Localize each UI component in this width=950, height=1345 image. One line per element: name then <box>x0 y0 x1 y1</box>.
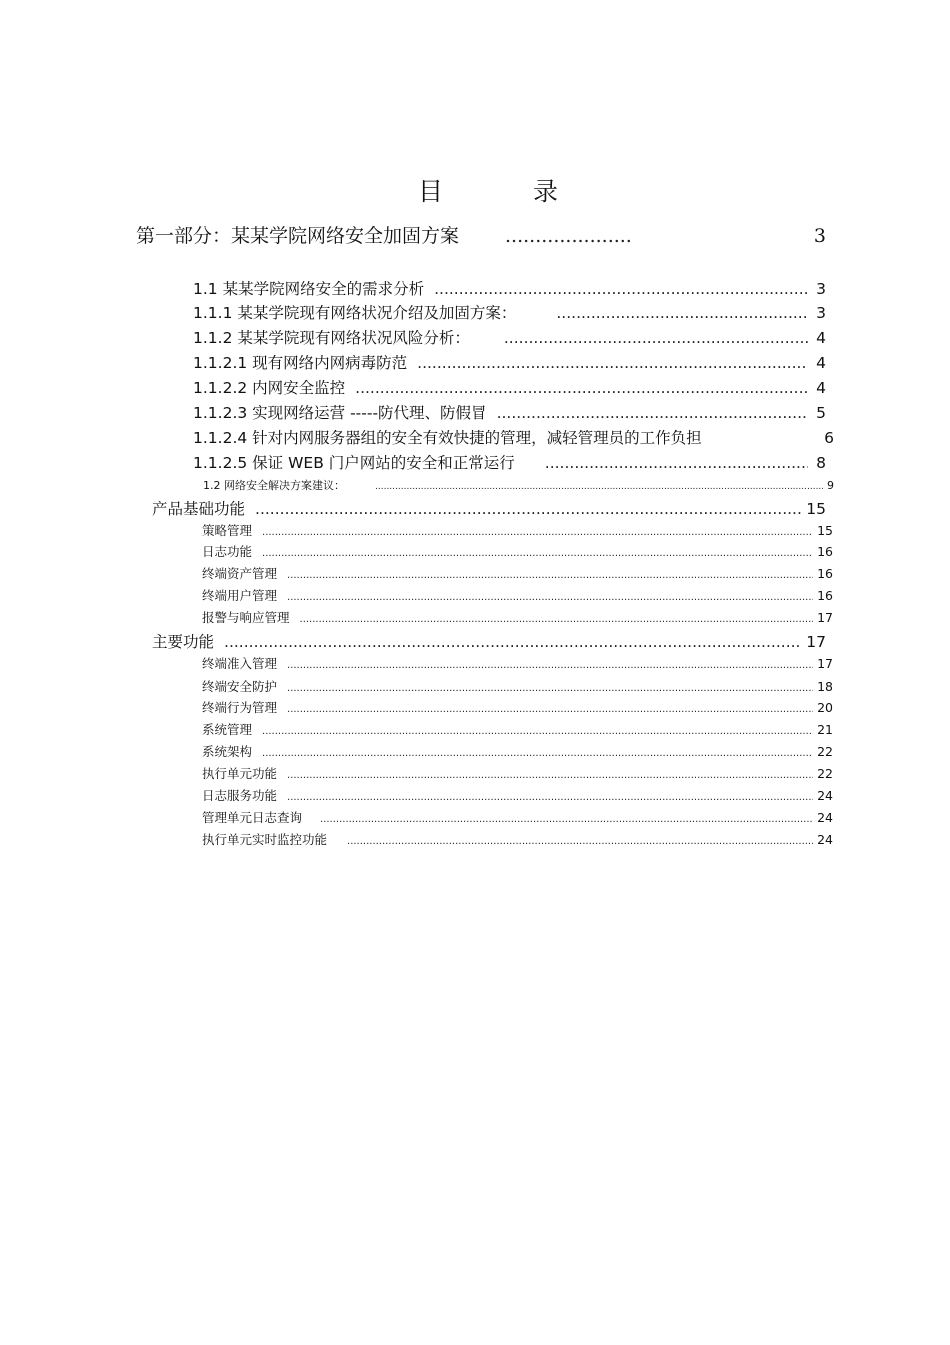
toc-leader-dots <box>355 379 808 397</box>
toc-leader-dots <box>545 454 808 472</box>
toc-entry-page: 4 <box>816 379 826 397</box>
toc-entry-label: 终端安全防护 <box>202 679 278 694</box>
toc-leader-dots <box>287 704 813 715</box>
toc-entry-page: 6 <box>824 429 834 447</box>
toc-sub-entry[interactable] <box>202 654 833 672</box>
toc-entry-page: 4 <box>816 329 826 347</box>
toc-entry-page: 16 <box>817 566 833 581</box>
toc-entry-label: 执行单元功能 <box>202 766 278 781</box>
toc-section-basic-functions[interactable] <box>152 497 826 519</box>
toc-entry-label: 1.1.2.5 保证 WEB 门户网站的安全和正常运行 <box>193 454 515 472</box>
toc-leader-dots <box>287 770 813 781</box>
toc-sub-entry[interactable] <box>202 608 833 626</box>
toc-entry-page: 16 <box>817 544 833 559</box>
toc-entry-page: 24 <box>817 832 833 847</box>
toc-entry-label: 1.1 某某学院网络安全的需求分析 <box>193 280 425 298</box>
toc-leader-dots <box>497 404 808 422</box>
toc-entry-label: 管理单元日志查询 <box>202 810 303 825</box>
toc-entry-1-1-2-5[interactable] <box>193 451 826 473</box>
toc-entry-page: 15 <box>806 500 826 518</box>
toc-entry-page: 22 <box>817 744 833 759</box>
toc-leader-dots <box>224 633 802 651</box>
toc-sub-entry[interactable] <box>202 542 833 560</box>
toc-entry-label: 系统架构 <box>202 744 253 759</box>
toc-entry-label: 系统管理 <box>202 722 253 737</box>
toc-sub-entry[interactable] <box>202 564 833 582</box>
toc-leader-dots <box>262 748 813 759</box>
toc-leader-dots <box>556 304 808 322</box>
toc-entry-page: 3 <box>816 280 826 298</box>
toc-entry-page: 5 <box>816 404 826 422</box>
toc-entry-page: 24 <box>817 810 833 825</box>
toc-section-main-functions[interactable] <box>152 630 826 652</box>
toc-leader-dots <box>287 792 813 803</box>
toc-leader-dots <box>287 592 813 603</box>
toc-sub-entry[interactable] <box>202 698 833 716</box>
toc-entry-page: 17 <box>817 656 833 671</box>
toc-entry-label: 终端行为管理 <box>202 700 278 715</box>
toc-entry-page: 3 <box>816 304 826 322</box>
toc-entry-label: 日志服务功能 <box>202 788 278 803</box>
toc-sub-entry[interactable] <box>202 586 833 604</box>
toc-entry-label: 执行单元实时监控功能 <box>202 832 328 847</box>
toc-entry-1-2[interactable] <box>203 477 834 493</box>
toc-entry-label: 终端准入管理 <box>202 656 278 671</box>
toc-entry-page: 8 <box>816 454 826 472</box>
toc-entry-label: 1.1.2.3 实现网络运营 -----防代理、防假冒 <box>193 404 487 422</box>
toc-leader-dots <box>417 354 808 372</box>
toc-entry-label: 1.1.2.4 针对内网服务器组的安全有效快捷的管理，减轻管理员的工作负担 <box>193 429 702 447</box>
toc-entry-label: 产品基础功能 <box>152 500 246 518</box>
toc-title-char-1: 目 <box>418 177 444 206</box>
toc-leader-dots <box>262 527 813 538</box>
toc-entry-label: 1.1.2 某某学院现有网络状况风险分析： <box>193 329 470 347</box>
toc-entry-1-1-2-3[interactable] <box>193 401 826 423</box>
toc-entry-label: 报警与响应管理 <box>202 610 290 625</box>
toc-entry-label: 1.1.1 某某学院现有网络状况介绍及加固方案： <box>193 304 517 322</box>
toc-entry-label: 日志功能 <box>202 544 253 559</box>
toc-entry-label: 1.1.2.2 内网安全监控 <box>193 379 346 397</box>
toc-entry-page: 18 <box>817 679 833 694</box>
toc-entry-1-1-1[interactable] <box>193 301 826 323</box>
toc-leader-dots <box>255 500 802 518</box>
toc-entry-label: 1.2 网络安全解决方案建议： <box>203 479 345 492</box>
toc-sub-entry[interactable] <box>202 786 833 804</box>
toc-sub-entry[interactable] <box>202 677 833 695</box>
toc-entry-page: 17 <box>806 633 826 651</box>
toc-leader-dots <box>505 225 633 247</box>
toc-entry-page: 21 <box>817 722 833 737</box>
toc-entry-1-1-2-1[interactable] <box>193 351 826 373</box>
toc-entry-label: 终端资产管理 <box>202 566 278 581</box>
toc-leader-dots <box>347 836 813 847</box>
toc-entry-page: 22 <box>817 766 833 781</box>
toc-entry-label: 1.1.2.1 现有网络内网病毒防范 <box>193 354 408 372</box>
toc-leader-dots <box>375 482 823 492</box>
toc-sub-entry[interactable] <box>202 521 833 539</box>
toc-leader-dots <box>434 280 808 298</box>
toc-entry-page: 20 <box>817 700 833 715</box>
toc-leader-dots <box>287 570 813 581</box>
toc-leader-dots <box>262 726 813 737</box>
toc-sub-entry[interactable] <box>202 742 833 760</box>
toc-entry-label: 终端用户管理 <box>202 588 278 603</box>
toc-entry-1-1[interactable] <box>193 277 826 299</box>
toc-entry-page: 17 <box>817 610 833 625</box>
toc-entry-page: 9 <box>827 479 834 492</box>
toc-entry-label: 第一部分：某某学院网络安全加固方案 <box>136 225 460 247</box>
toc-leader-dots <box>287 683 813 694</box>
toc-leader-dots <box>300 614 814 625</box>
toc-sub-entry[interactable] <box>202 764 833 782</box>
toc-sub-entry[interactable] <box>202 830 833 848</box>
toc-entry-1-1-2[interactable] <box>193 326 826 348</box>
toc-entry-page: 3 <box>813 225 826 247</box>
toc-leader-dots <box>287 660 813 671</box>
toc-entry-1-1-2-2[interactable] <box>193 376 826 398</box>
toc-sub-entry[interactable] <box>202 720 833 738</box>
toc-entry-part-1[interactable] <box>136 221 826 248</box>
toc-leader-dots <box>504 329 808 347</box>
toc-leader-dots <box>262 548 813 559</box>
toc-title-char-2: 录 <box>533 177 559 206</box>
toc-entry-label: 策略管理 <box>202 523 253 538</box>
toc-entry-page: 16 <box>817 588 833 603</box>
toc-entry-page: 15 <box>817 523 833 538</box>
toc-entry-1-1-2-4[interactable] <box>193 426 834 448</box>
toc-sub-entry[interactable] <box>202 808 833 826</box>
toc-leader-dots <box>320 814 813 825</box>
toc-entry-label: 主要功能 <box>152 633 215 651</box>
toc-entry-page: 4 <box>816 354 826 372</box>
toc-entry-page: 24 <box>817 788 833 803</box>
